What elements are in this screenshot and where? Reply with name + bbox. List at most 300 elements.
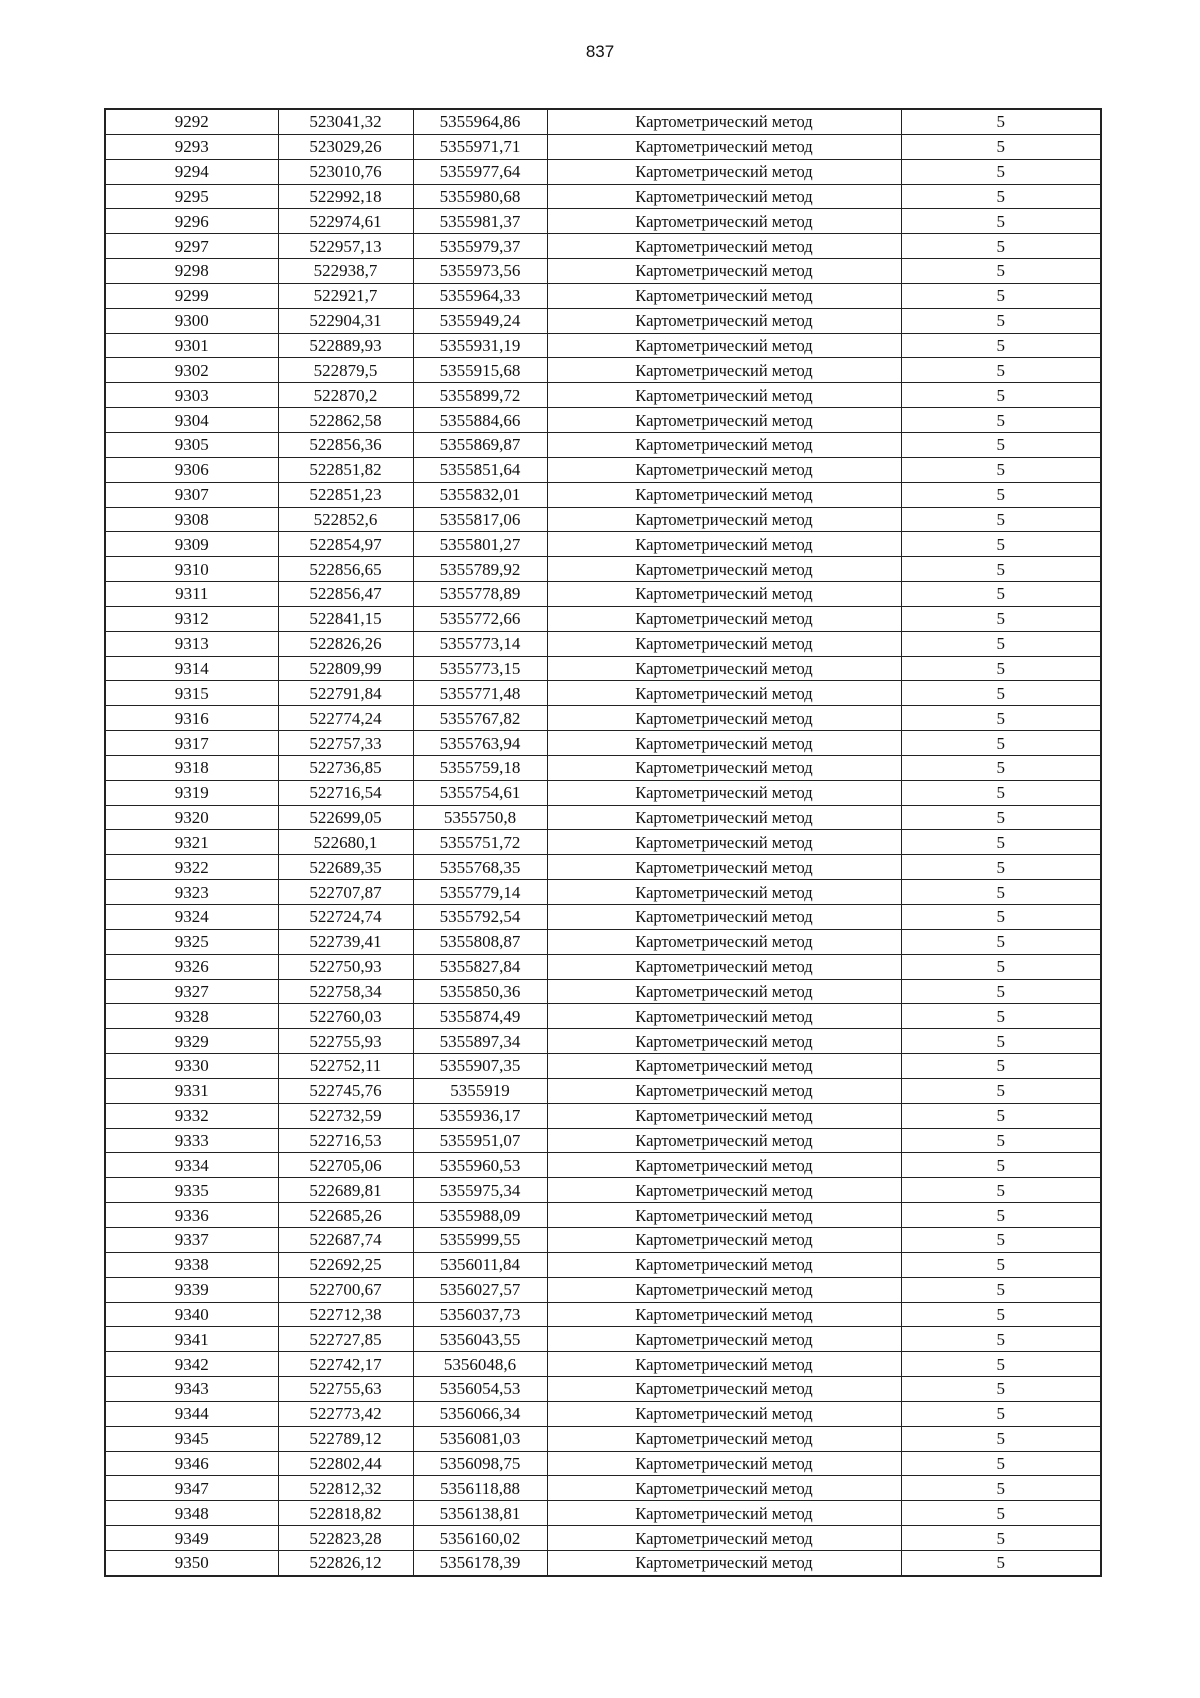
y-coordinate-cell: 5355850,36 (413, 979, 547, 1004)
x-coordinate-cell: 522826,12 (278, 1550, 413, 1575)
method-cell: Картометрический метод (547, 1302, 901, 1327)
point-number-cell: 9327 (105, 979, 278, 1004)
point-number-cell: 9343 (105, 1377, 278, 1402)
y-coordinate-cell: 5355980,68 (413, 184, 547, 209)
method-cell: Картометрический метод (547, 482, 901, 507)
accuracy-cell: 5 (901, 1252, 1101, 1277)
method-cell: Картометрический метод (547, 159, 901, 184)
table-row (105, 1476, 1101, 1501)
table-row (105, 805, 1101, 830)
x-coordinate-cell: 522791,84 (278, 681, 413, 706)
accuracy-cell: 5 (901, 582, 1101, 607)
table-row (105, 308, 1101, 333)
x-coordinate-cell: 522852,6 (278, 507, 413, 532)
method-cell: Картометрический метод (547, 1178, 901, 1203)
point-number-cell: 9311 (105, 582, 278, 607)
method-cell: Картометрический метод (547, 979, 901, 1004)
accuracy-cell: 5 (901, 905, 1101, 930)
y-coordinate-cell: 5355801,27 (413, 532, 547, 557)
y-coordinate-cell: 5355907,35 (413, 1054, 547, 1079)
x-coordinate-cell: 522851,23 (278, 482, 413, 507)
method-cell: Картометрический метод (547, 905, 901, 930)
x-coordinate-cell: 522692,25 (278, 1252, 413, 1277)
x-coordinate-cell: 522856,47 (278, 582, 413, 607)
y-coordinate-cell: 5355999,55 (413, 1227, 547, 1252)
y-coordinate-cell: 5356054,53 (413, 1377, 547, 1402)
y-coordinate-cell: 5355977,64 (413, 159, 547, 184)
method-cell: Картометрический метод (547, 631, 901, 656)
x-coordinate-cell: 522755,63 (278, 1377, 413, 1402)
table-row (105, 1302, 1101, 1327)
table-row (105, 830, 1101, 855)
point-number-cell: 9301 (105, 333, 278, 358)
accuracy-cell: 5 (901, 209, 1101, 234)
table-row (105, 159, 1101, 184)
accuracy-cell: 5 (901, 805, 1101, 830)
accuracy-cell: 5 (901, 1476, 1101, 1501)
x-coordinate-cell: 522774,24 (278, 706, 413, 731)
method-cell: Картометрический метод (547, 1078, 901, 1103)
accuracy-cell: 5 (901, 159, 1101, 184)
table-row (105, 1004, 1101, 1029)
table-row (105, 1153, 1101, 1178)
accuracy-cell: 5 (901, 408, 1101, 433)
accuracy-cell: 5 (901, 706, 1101, 731)
accuracy-cell: 5 (901, 134, 1101, 159)
point-number-cell: 9306 (105, 457, 278, 482)
x-coordinate-cell: 522760,03 (278, 1004, 413, 1029)
point-number-cell: 9344 (105, 1401, 278, 1426)
x-coordinate-cell: 522823,28 (278, 1526, 413, 1551)
accuracy-cell: 5 (901, 1451, 1101, 1476)
accuracy-cell: 5 (901, 731, 1101, 756)
x-coordinate-cell: 522879,5 (278, 358, 413, 383)
method-cell: Картометрический метод (547, 1277, 901, 1302)
y-coordinate-cell: 5355988,09 (413, 1203, 547, 1228)
method-cell: Картометрический метод (547, 1476, 901, 1501)
x-coordinate-cell: 522716,53 (278, 1128, 413, 1153)
accuracy-cell: 5 (901, 1004, 1101, 1029)
y-coordinate-cell: 5356098,75 (413, 1451, 547, 1476)
accuracy-cell: 5 (901, 755, 1101, 780)
table-row (105, 1550, 1101, 1575)
y-coordinate-cell: 5355767,82 (413, 706, 547, 731)
x-coordinate-cell: 522757,33 (278, 731, 413, 756)
method-cell: Картометрический метод (547, 432, 901, 457)
y-coordinate-cell: 5355979,37 (413, 234, 547, 259)
method-cell: Картометрический метод (547, 805, 901, 830)
accuracy-cell: 5 (901, 1054, 1101, 1079)
table-row (105, 557, 1101, 582)
accuracy-cell: 5 (901, 1153, 1101, 1178)
accuracy-cell: 5 (901, 1302, 1101, 1327)
table-row (105, 358, 1101, 383)
method-cell: Картометрический метод (547, 1327, 901, 1352)
point-number-cell: 9297 (105, 234, 278, 259)
x-coordinate-cell: 522889,93 (278, 333, 413, 358)
point-number-cell: 9336 (105, 1203, 278, 1228)
x-coordinate-cell: 522689,35 (278, 855, 413, 880)
method-cell: Картометрический метод (547, 408, 901, 433)
y-coordinate-cell: 5355973,56 (413, 259, 547, 284)
point-number-cell: 9333 (105, 1128, 278, 1153)
table-row (105, 134, 1101, 159)
accuracy-cell: 5 (901, 681, 1101, 706)
accuracy-cell: 5 (901, 184, 1101, 209)
accuracy-cell: 5 (901, 1501, 1101, 1526)
method-cell: Картометрический метод (547, 134, 901, 159)
method-cell: Картометрический метод (547, 880, 901, 905)
x-coordinate-cell: 522921,7 (278, 283, 413, 308)
accuracy-cell: 5 (901, 1401, 1101, 1426)
y-coordinate-cell: 5356048,6 (413, 1352, 547, 1377)
y-coordinate-cell: 5355817,06 (413, 507, 547, 532)
x-coordinate-cell: 522802,44 (278, 1451, 413, 1476)
y-coordinate-cell: 5356160,02 (413, 1526, 547, 1551)
point-number-cell: 9303 (105, 383, 278, 408)
x-coordinate-cell: 522750,93 (278, 954, 413, 979)
table-row (105, 582, 1101, 607)
accuracy-cell: 5 (901, 855, 1101, 880)
accuracy-cell: 5 (901, 656, 1101, 681)
table-row (105, 1401, 1101, 1426)
y-coordinate-cell: 5355750,8 (413, 805, 547, 830)
point-number-cell: 9299 (105, 283, 278, 308)
point-number-cell: 9294 (105, 159, 278, 184)
accuracy-cell: 5 (901, 457, 1101, 482)
point-number-cell: 9321 (105, 830, 278, 855)
x-coordinate-cell: 522716,54 (278, 780, 413, 805)
point-number-cell: 9337 (105, 1227, 278, 1252)
x-coordinate-cell: 522687,74 (278, 1227, 413, 1252)
accuracy-cell: 5 (901, 1327, 1101, 1352)
table-row (105, 954, 1101, 979)
point-number-cell: 9296 (105, 209, 278, 234)
method-cell: Картометрический метод (547, 681, 901, 706)
table-row (105, 507, 1101, 532)
point-number-cell: 9323 (105, 880, 278, 905)
accuracy-cell: 5 (901, 432, 1101, 457)
coordinates-table (104, 108, 1102, 1577)
method-cell: Картометрический метод (547, 507, 901, 532)
accuracy-cell: 5 (901, 482, 1101, 507)
method-cell: Картометрический метод (547, 383, 901, 408)
point-number-cell: 9345 (105, 1426, 278, 1451)
accuracy-cell: 5 (901, 929, 1101, 954)
point-number-cell: 9332 (105, 1103, 278, 1128)
point-number-cell: 9334 (105, 1153, 278, 1178)
accuracy-cell: 5 (901, 1277, 1101, 1302)
point-number-cell: 9330 (105, 1054, 278, 1079)
point-number-cell: 9325 (105, 929, 278, 954)
x-coordinate-cell: 522854,97 (278, 532, 413, 557)
table-row (105, 333, 1101, 358)
accuracy-cell: 5 (901, 1029, 1101, 1054)
y-coordinate-cell: 5355960,53 (413, 1153, 547, 1178)
point-number-cell: 9304 (105, 408, 278, 433)
point-number-cell: 9305 (105, 432, 278, 457)
table-row (105, 1327, 1101, 1352)
table-row (105, 1252, 1101, 1277)
x-coordinate-cell: 522938,7 (278, 259, 413, 284)
method-cell: Картометрический метод (547, 1103, 901, 1128)
table-row (105, 979, 1101, 1004)
y-coordinate-cell: 5355897,34 (413, 1029, 547, 1054)
table-row (105, 408, 1101, 433)
x-coordinate-cell: 522789,12 (278, 1426, 413, 1451)
method-cell: Картометрический метод (547, 557, 901, 582)
accuracy-cell: 5 (901, 109, 1101, 134)
method-cell: Картометрический метод (547, 532, 901, 557)
x-coordinate-cell: 522699,05 (278, 805, 413, 830)
table-row (105, 283, 1101, 308)
point-number-cell: 9292 (105, 109, 278, 134)
accuracy-cell: 5 (901, 830, 1101, 855)
point-number-cell: 9329 (105, 1029, 278, 1054)
method-cell: Картометрический метод (547, 1252, 901, 1277)
x-coordinate-cell: 522809,99 (278, 656, 413, 681)
method-cell: Картометрический метод (547, 1526, 901, 1551)
table-row (105, 184, 1101, 209)
point-number-cell: 9313 (105, 631, 278, 656)
x-coordinate-cell: 522742,17 (278, 1352, 413, 1377)
y-coordinate-cell: 5355779,14 (413, 880, 547, 905)
x-coordinate-cell: 522680,1 (278, 830, 413, 855)
y-coordinate-cell: 5356027,57 (413, 1277, 547, 1302)
table-row (105, 1501, 1101, 1526)
method-cell: Картометрический метод (547, 234, 901, 259)
y-coordinate-cell: 5355792,54 (413, 905, 547, 930)
y-coordinate-cell: 5355964,86 (413, 109, 547, 134)
y-coordinate-cell: 5355971,71 (413, 134, 547, 159)
method-cell: Картометрический метод (547, 1426, 901, 1451)
method-cell: Картометрический метод (547, 259, 901, 284)
table-row (105, 755, 1101, 780)
table-row (105, 259, 1101, 284)
x-coordinate-cell: 522992,18 (278, 184, 413, 209)
x-coordinate-cell: 522826,26 (278, 631, 413, 656)
point-number-cell: 9309 (105, 532, 278, 557)
y-coordinate-cell: 5356066,34 (413, 1401, 547, 1426)
point-number-cell: 9346 (105, 1451, 278, 1476)
y-coordinate-cell: 5356138,81 (413, 1501, 547, 1526)
x-coordinate-cell: 522689,81 (278, 1178, 413, 1203)
table-row (105, 1128, 1101, 1153)
point-number-cell: 9293 (105, 134, 278, 159)
y-coordinate-cell: 5355915,68 (413, 358, 547, 383)
x-coordinate-cell: 522752,11 (278, 1054, 413, 1079)
point-number-cell: 9338 (105, 1252, 278, 1277)
y-coordinate-cell: 5355808,87 (413, 929, 547, 954)
accuracy-cell: 5 (901, 880, 1101, 905)
y-coordinate-cell: 5355789,92 (413, 557, 547, 582)
x-coordinate-cell: 522712,38 (278, 1302, 413, 1327)
accuracy-cell: 5 (901, 1526, 1101, 1551)
method-cell: Картометрический метод (547, 1004, 901, 1029)
method-cell: Картометрический метод (547, 358, 901, 383)
table-row (105, 432, 1101, 457)
table-row (105, 706, 1101, 731)
table-row (105, 109, 1101, 134)
table-row (105, 1227, 1101, 1252)
y-coordinate-cell: 5355768,35 (413, 855, 547, 880)
table-row (105, 631, 1101, 656)
method-cell: Картометрический метод (547, 755, 901, 780)
point-number-cell: 9320 (105, 805, 278, 830)
table-row (105, 1178, 1101, 1203)
table-row (105, 606, 1101, 631)
method-cell: Картометрический метод (547, 1128, 901, 1153)
x-coordinate-cell: 522856,36 (278, 432, 413, 457)
point-number-cell: 9339 (105, 1277, 278, 1302)
point-number-cell: 9319 (105, 780, 278, 805)
point-number-cell: 9350 (105, 1550, 278, 1575)
table-row (105, 929, 1101, 954)
y-coordinate-cell: 5356037,73 (413, 1302, 547, 1327)
x-coordinate-cell: 522862,58 (278, 408, 413, 433)
accuracy-cell: 5 (901, 259, 1101, 284)
y-coordinate-cell: 5355773,14 (413, 631, 547, 656)
method-cell: Картометрический метод (547, 1377, 901, 1402)
x-coordinate-cell: 522818,82 (278, 1501, 413, 1526)
method-cell: Картометрический метод (547, 184, 901, 209)
table-row (105, 880, 1101, 905)
accuracy-cell: 5 (901, 954, 1101, 979)
x-coordinate-cell: 522812,32 (278, 1476, 413, 1501)
point-number-cell: 9324 (105, 905, 278, 930)
point-number-cell: 9308 (105, 507, 278, 532)
accuracy-cell: 5 (901, 1377, 1101, 1402)
x-coordinate-cell: 522974,61 (278, 209, 413, 234)
table-row (105, 1426, 1101, 1451)
point-number-cell: 9335 (105, 1178, 278, 1203)
method-cell: Картометрический метод (547, 731, 901, 756)
method-cell: Картометрический метод (547, 656, 901, 681)
accuracy-cell: 5 (901, 308, 1101, 333)
y-coordinate-cell: 5355832,01 (413, 482, 547, 507)
point-number-cell: 9348 (105, 1501, 278, 1526)
method-cell: Картометрический метод (547, 780, 901, 805)
method-cell: Картометрический метод (547, 1203, 901, 1228)
y-coordinate-cell: 5355754,61 (413, 780, 547, 805)
x-coordinate-cell: 523010,76 (278, 159, 413, 184)
y-coordinate-cell: 5355827,84 (413, 954, 547, 979)
table-row (105, 1054, 1101, 1079)
y-coordinate-cell: 5356011,84 (413, 1252, 547, 1277)
x-coordinate-cell: 522736,85 (278, 755, 413, 780)
accuracy-cell: 5 (901, 1103, 1101, 1128)
table-row (105, 905, 1101, 930)
table-row (105, 855, 1101, 880)
x-coordinate-cell: 522773,42 (278, 1401, 413, 1426)
method-cell: Картометрический метод (547, 606, 901, 631)
y-coordinate-cell: 5355772,66 (413, 606, 547, 631)
y-coordinate-cell: 5355981,37 (413, 209, 547, 234)
y-coordinate-cell: 5355851,64 (413, 457, 547, 482)
x-coordinate-cell: 522724,74 (278, 905, 413, 930)
method-cell: Картометрический метод (547, 1501, 901, 1526)
y-coordinate-cell: 5355771,48 (413, 681, 547, 706)
method-cell: Картометрический метод (547, 308, 901, 333)
point-number-cell: 9349 (105, 1526, 278, 1551)
accuracy-cell: 5 (901, 1550, 1101, 1575)
point-number-cell: 9317 (105, 731, 278, 756)
table-row (105, 1103, 1101, 1128)
x-coordinate-cell: 522732,59 (278, 1103, 413, 1128)
method-cell: Картометрический метод (547, 333, 901, 358)
point-number-cell: 9326 (105, 954, 278, 979)
y-coordinate-cell: 5355919 (413, 1078, 547, 1103)
method-cell: Картометрический метод (547, 706, 901, 731)
accuracy-cell: 5 (901, 507, 1101, 532)
method-cell: Картометрический метод (547, 1054, 901, 1079)
accuracy-cell: 5 (901, 358, 1101, 383)
accuracy-cell: 5 (901, 532, 1101, 557)
method-cell: Картометрический метод (547, 1550, 901, 1575)
table-row (105, 1078, 1101, 1103)
table-row (105, 1377, 1101, 1402)
table-row (105, 681, 1101, 706)
method-cell: Картометрический метод (547, 109, 901, 134)
point-number-cell: 9340 (105, 1302, 278, 1327)
y-coordinate-cell: 5355951,07 (413, 1128, 547, 1153)
y-coordinate-cell: 5355884,66 (413, 408, 547, 433)
x-coordinate-cell: 522700,67 (278, 1277, 413, 1302)
method-cell: Картометрический метод (547, 457, 901, 482)
point-number-cell: 9318 (105, 755, 278, 780)
point-number-cell: 9302 (105, 358, 278, 383)
accuracy-cell: 5 (901, 283, 1101, 308)
table-row (105, 532, 1101, 557)
accuracy-cell: 5 (901, 234, 1101, 259)
table-row (105, 656, 1101, 681)
point-number-cell: 9331 (105, 1078, 278, 1103)
accuracy-cell: 5 (901, 1426, 1101, 1451)
point-number-cell: 9347 (105, 1476, 278, 1501)
x-coordinate-cell: 522707,87 (278, 880, 413, 905)
x-coordinate-cell: 522957,13 (278, 234, 413, 259)
table-row (105, 731, 1101, 756)
y-coordinate-cell: 5355964,33 (413, 283, 547, 308)
accuracy-cell: 5 (901, 383, 1101, 408)
method-cell: Картометрический метод (547, 855, 901, 880)
table-row (105, 482, 1101, 507)
point-number-cell: 9342 (105, 1352, 278, 1377)
table-row (105, 383, 1101, 408)
x-coordinate-cell: 522841,15 (278, 606, 413, 631)
accuracy-cell: 5 (901, 333, 1101, 358)
y-coordinate-cell: 5355759,18 (413, 755, 547, 780)
x-coordinate-cell: 522758,34 (278, 979, 413, 1004)
method-cell: Картометрический метод (547, 582, 901, 607)
y-coordinate-cell: 5356081,03 (413, 1426, 547, 1451)
page-number: 837 (585, 42, 615, 61)
method-cell: Картометрический метод (547, 929, 901, 954)
x-coordinate-cell: 523029,26 (278, 134, 413, 159)
table-row (105, 1277, 1101, 1302)
accuracy-cell: 5 (901, 1203, 1101, 1228)
accuracy-cell: 5 (901, 780, 1101, 805)
table-row (105, 1526, 1101, 1551)
y-coordinate-cell: 5355773,15 (413, 656, 547, 681)
x-coordinate-cell: 522851,82 (278, 457, 413, 482)
table-row (105, 457, 1101, 482)
y-coordinate-cell: 5355931,19 (413, 333, 547, 358)
table-row (105, 1029, 1101, 1054)
coordinates-table-body (105, 109, 1101, 1576)
accuracy-cell: 5 (901, 1352, 1101, 1377)
x-coordinate-cell: 522727,85 (278, 1327, 413, 1352)
